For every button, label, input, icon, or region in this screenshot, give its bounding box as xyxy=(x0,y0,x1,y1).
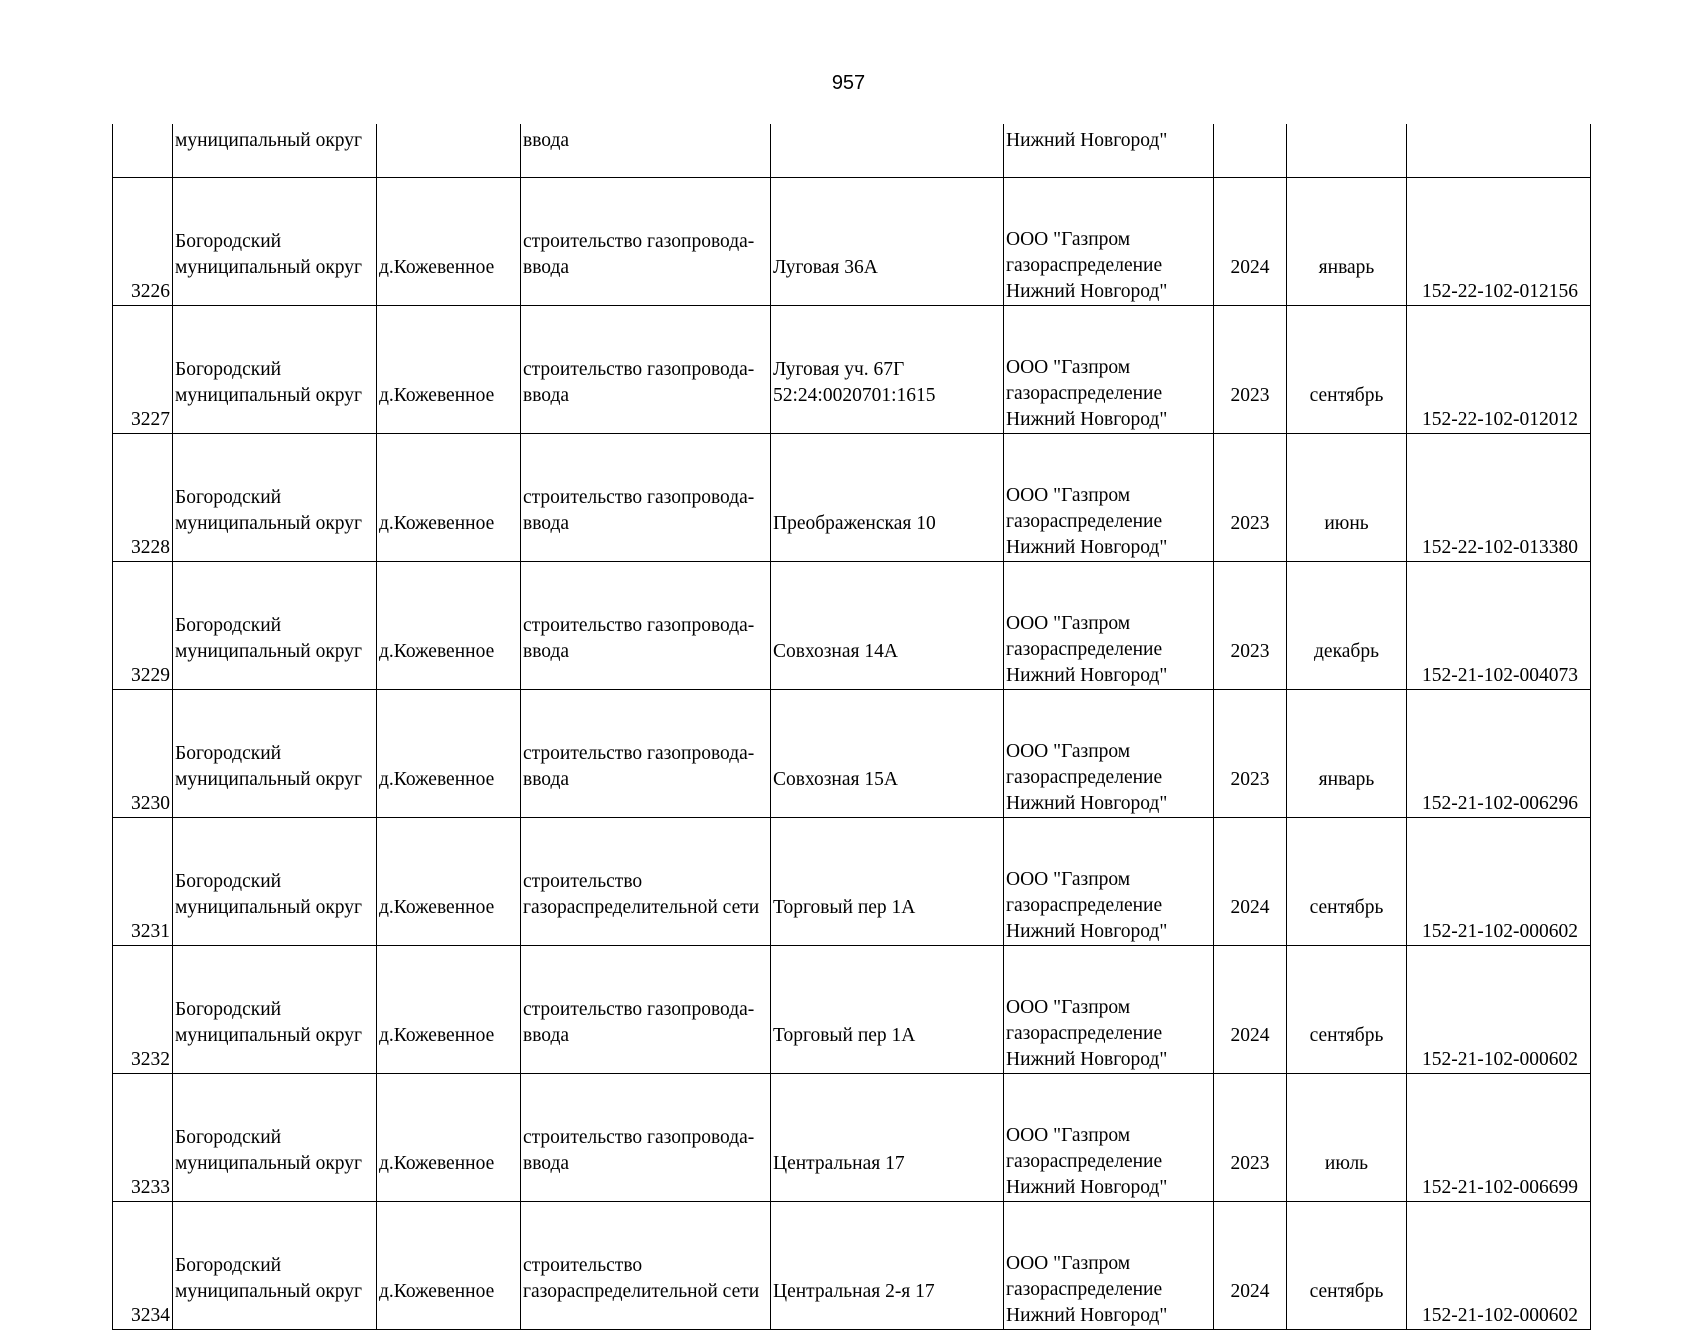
org-line-3: Нижний Новгород" xyxy=(1006,793,1168,814)
code-value: 152-21-102-006699 xyxy=(1422,1177,1578,1198)
org-line-3: Нижний Новгород" xyxy=(1006,1177,1168,1198)
org-line-2: газораспределение xyxy=(1006,639,1163,660)
district-line-2: муниципальный округ xyxy=(175,641,363,662)
cell-settlement xyxy=(377,1202,521,1330)
cell-work: ввода xyxy=(521,124,771,178)
cell-code xyxy=(1407,690,1591,818)
code-value: 152-21-102-006296 xyxy=(1422,793,1578,814)
cell-district xyxy=(173,178,377,306)
code-value: 152-21-102-000602 xyxy=(1422,921,1578,942)
district-line-1: Богородский xyxy=(175,871,282,892)
org-line-3: Нижний Новгород" xyxy=(1006,281,1168,302)
cell-org xyxy=(1004,1074,1214,1202)
cell-org xyxy=(1004,434,1214,562)
month-value: декабрь xyxy=(1314,641,1379,662)
district-line-1: Богородский xyxy=(175,487,282,508)
org-line-1: ООО "Газпром xyxy=(1006,229,1131,250)
work-line-2: ввода xyxy=(523,513,570,534)
table-row xyxy=(113,946,1591,1074)
row-number: 3228 xyxy=(131,537,170,558)
cell-work xyxy=(521,946,771,1074)
cell-month xyxy=(1287,124,1407,178)
cell-address xyxy=(771,178,1004,306)
org-line-3: Нижний Новгород" xyxy=(1006,1305,1168,1326)
cell-code xyxy=(1407,434,1591,562)
address-line-2: Совхозная 14А xyxy=(773,641,898,662)
row-number: 3227 xyxy=(131,409,170,430)
cell-month xyxy=(1287,690,1407,818)
org-line-1: ООО "Газпром xyxy=(1006,1253,1131,1274)
cell-org xyxy=(1004,818,1214,946)
cell-month xyxy=(1287,1202,1407,1330)
cell-district xyxy=(173,434,377,562)
month-value: июль xyxy=(1324,1153,1369,1174)
address-line-2: Преображенская 10 xyxy=(773,513,936,534)
district-line-1: Богородский xyxy=(175,1255,282,1276)
org-line-1: ООО "Газпром xyxy=(1006,357,1131,378)
cell-address xyxy=(771,1202,1004,1330)
cell-address xyxy=(771,562,1004,690)
org-line-1: ООО "Газпром xyxy=(1006,741,1131,762)
work-line-1: строительство газопровода- xyxy=(523,1127,755,1148)
cell-settlement xyxy=(377,690,521,818)
cell-org: Нижний Новгород" xyxy=(1004,124,1214,178)
year-value: 2023 xyxy=(1230,385,1270,406)
cell-org xyxy=(1004,562,1214,690)
cell-year xyxy=(1214,1202,1287,1330)
cell-district xyxy=(173,1074,377,1202)
row-number: 3232 xyxy=(131,1049,170,1070)
district-line-1: Богородский xyxy=(175,615,282,636)
district-line-2: муниципальный округ xyxy=(175,1025,363,1046)
cell-num xyxy=(113,306,173,434)
settlement-text: д.Кожевенное xyxy=(379,641,495,662)
year-value: 2023 xyxy=(1230,769,1270,790)
cell-org xyxy=(1004,1202,1214,1330)
work-line-2: ввода xyxy=(523,257,570,278)
cell-address xyxy=(771,1074,1004,1202)
month-value: сентябрь xyxy=(1309,385,1384,406)
table-row xyxy=(113,178,1591,306)
cell-district xyxy=(173,562,377,690)
code-value: 152-22-102-012156 xyxy=(1422,281,1578,302)
address-line-1: Луговая уч. 67Г xyxy=(773,359,905,380)
month-value: сентябрь xyxy=(1309,1281,1384,1302)
cell-year xyxy=(1214,178,1287,306)
work-line-2: газораспределительной сети xyxy=(523,1281,760,1302)
work-line-2: ввода xyxy=(523,769,570,790)
row-number: 3229 xyxy=(131,665,170,686)
address-line-2: Торговый пер 1А xyxy=(773,1025,916,1046)
cell-year xyxy=(1214,562,1287,690)
address-line-2: Луговая 36А xyxy=(773,257,878,278)
cell-year xyxy=(1214,306,1287,434)
cell-month xyxy=(1287,818,1407,946)
work-line-2: ввода xyxy=(523,1025,570,1046)
code-value: 152-22-102-013380 xyxy=(1422,537,1578,558)
cell-num xyxy=(113,178,173,306)
address-line-2: Центральная 2-я 17 xyxy=(773,1281,935,1302)
cell-year xyxy=(1214,946,1287,1074)
org-line-3: Нижний Новгород" xyxy=(1006,665,1168,686)
cell-month xyxy=(1287,434,1407,562)
cell-num xyxy=(113,690,173,818)
cell-address xyxy=(771,946,1004,1074)
settlement-text: д.Кожевенное xyxy=(379,1025,495,1046)
cell-year xyxy=(1214,124,1287,178)
cell-year xyxy=(1214,434,1287,562)
cell-num xyxy=(113,434,173,562)
cell-settlement xyxy=(377,1074,521,1202)
cell-org xyxy=(1004,946,1214,1074)
cell-work xyxy=(521,818,771,946)
cell-work xyxy=(521,434,771,562)
cell-year xyxy=(1214,1074,1287,1202)
year-value: 2024 xyxy=(1230,897,1270,918)
org-line-2: газораспределение xyxy=(1006,767,1163,788)
page-number: 957 xyxy=(831,72,866,94)
district-line-1: Богородский xyxy=(175,359,282,380)
gas-connection-table xyxy=(112,124,1591,1330)
district-line-2: муниципальный округ xyxy=(175,1281,363,1302)
district-line-2: муниципальный округ xyxy=(175,513,363,534)
table-row xyxy=(113,434,1591,562)
org-line-2: газораспределение xyxy=(1006,1023,1163,1044)
org-line-2: газораспределение xyxy=(1006,895,1163,916)
district-line-2: муниципальный округ xyxy=(175,1153,363,1174)
cell-code xyxy=(1407,1074,1591,1202)
address-line-2: Центральная 17 xyxy=(773,1153,905,1174)
cell-code xyxy=(1407,818,1591,946)
org-line-1: ООО "Газпром xyxy=(1006,485,1131,506)
org-line-2: газораспределение xyxy=(1006,1279,1163,1300)
district-line-1: Богородский xyxy=(175,1127,282,1148)
cell-code xyxy=(1407,562,1591,690)
work-line-1: строительство газопровода- xyxy=(523,487,755,508)
district-line-1: Богородский xyxy=(175,743,282,764)
row-number: 3233 xyxy=(131,1177,170,1198)
month-value: январь xyxy=(1318,257,1375,278)
table-row xyxy=(113,1074,1591,1202)
cell-work xyxy=(521,1202,771,1330)
cell-address xyxy=(771,434,1004,562)
cell-district xyxy=(173,1202,377,1330)
org-line-1: ООО "Газпром xyxy=(1006,1125,1131,1146)
cell-code xyxy=(1407,178,1591,306)
code-value: 152-21-102-000602 xyxy=(1422,1049,1578,1070)
cell-num xyxy=(113,124,173,178)
cell-settlement xyxy=(377,124,521,178)
org-line-1: ООО "Газпром xyxy=(1006,997,1131,1018)
settlement-text: д.Кожевенное xyxy=(379,1281,495,1302)
month-value: сентябрь xyxy=(1309,1025,1384,1046)
work-line-2: ввода xyxy=(523,641,570,662)
org-line-2: газораспределение xyxy=(1006,511,1163,532)
cell-work xyxy=(521,306,771,434)
month-value: январь xyxy=(1318,769,1375,790)
year-value: 2023 xyxy=(1230,641,1270,662)
cell-settlement xyxy=(377,434,521,562)
cell-month xyxy=(1287,1074,1407,1202)
district-line-2: муниципальный округ xyxy=(175,769,363,790)
table-row xyxy=(113,690,1591,818)
cell-num xyxy=(113,562,173,690)
cell-address xyxy=(771,690,1004,818)
year-value: 2024 xyxy=(1230,257,1270,278)
cell-code xyxy=(1407,124,1591,178)
work-line-1: строительство xyxy=(523,1255,643,1276)
cell-address xyxy=(771,124,1004,178)
cell-district xyxy=(173,690,377,818)
address-line-2: Торговый пер 1А xyxy=(773,897,916,918)
cell-month xyxy=(1287,178,1407,306)
cell-settlement xyxy=(377,178,521,306)
cell-month xyxy=(1287,306,1407,434)
org-line-2: газораспределение xyxy=(1006,1151,1163,1172)
cell-work xyxy=(521,1074,771,1202)
cell-num xyxy=(113,1074,173,1202)
cell-num xyxy=(113,818,173,946)
cell-settlement xyxy=(377,946,521,1074)
year-value: 2024 xyxy=(1230,1025,1270,1046)
org-line-3: Нижний Новгород" xyxy=(1006,921,1168,942)
table-row xyxy=(113,306,1591,434)
work-line-2: газораспределительной сети xyxy=(523,897,760,918)
year-value: 2023 xyxy=(1230,513,1270,534)
work-line-1: строительство газопровода- xyxy=(523,231,755,252)
cell-district xyxy=(173,818,377,946)
cell-org xyxy=(1004,690,1214,818)
table-row xyxy=(113,1202,1591,1330)
cell-address xyxy=(771,818,1004,946)
cell-work xyxy=(521,690,771,818)
month-value: сентябрь xyxy=(1309,897,1384,918)
org-line-1: ООО "Газпром xyxy=(1006,869,1131,890)
cell-num xyxy=(113,1202,173,1330)
cell-code xyxy=(1407,946,1591,1074)
work-line-2: ввода xyxy=(523,1153,570,1174)
cell-district: муниципальный округ xyxy=(173,124,377,178)
cell-month xyxy=(1287,562,1407,690)
cell-address xyxy=(771,306,1004,434)
cell-month xyxy=(1287,946,1407,1074)
org-line-2: газораспределение xyxy=(1006,255,1163,276)
year-value: 2024 xyxy=(1230,1281,1270,1302)
work-line-1: строительство газопровода- xyxy=(523,999,755,1020)
cell-year xyxy=(1214,818,1287,946)
work-line-2: ввода xyxy=(523,385,570,406)
work-line-1: строительство газопровода- xyxy=(523,615,755,636)
settlement-text: д.Кожевенное xyxy=(379,257,495,278)
address-line-2: Совхозная 15А xyxy=(773,769,898,790)
table-row xyxy=(113,818,1591,946)
settlement-text: д.Кожевенное xyxy=(379,1153,495,1174)
cell-code xyxy=(1407,306,1591,434)
settlement-text: д.Кожевенное xyxy=(379,897,495,918)
district-line-2: муниципальный округ xyxy=(175,385,363,406)
cell-org xyxy=(1004,178,1214,306)
row-number: 3231 xyxy=(131,921,170,942)
org-line-3: Нижний Новгород" xyxy=(1006,537,1168,558)
org-line-3: Нижний Новгород" xyxy=(1006,1049,1168,1070)
district-line-1: Богородский xyxy=(175,999,282,1020)
cell-settlement xyxy=(377,562,521,690)
district-line-1: Богородский xyxy=(175,231,282,252)
cell-num xyxy=(113,946,173,1074)
cell-code xyxy=(1407,1202,1591,1330)
cell-work xyxy=(521,178,771,306)
org-line-1: ООО "Газпром xyxy=(1006,613,1131,634)
cell-org xyxy=(1004,306,1214,434)
code-value: 152-21-102-000602 xyxy=(1422,1305,1578,1326)
cell-settlement xyxy=(377,818,521,946)
address-line-2: 52:24:0020701:1615 xyxy=(773,385,936,406)
cell-year xyxy=(1214,690,1287,818)
cell-district xyxy=(173,306,377,434)
work-line-1: строительство газопровода- xyxy=(523,743,755,764)
cell-work xyxy=(521,562,771,690)
cell-settlement xyxy=(377,306,521,434)
table-row xyxy=(113,562,1591,690)
cell-district xyxy=(173,946,377,1074)
table-row-continuation xyxy=(113,124,1591,178)
work-line-1: строительство xyxy=(523,871,643,892)
district-line-2: муниципальный округ xyxy=(175,257,363,278)
settlement-text: д.Кожевенное xyxy=(379,769,495,790)
code-value: 152-21-102-004073 xyxy=(1422,665,1578,686)
year-value: 2023 xyxy=(1230,1153,1270,1174)
row-number: 3234 xyxy=(131,1305,170,1326)
org-line-3: Нижний Новгород" xyxy=(1006,409,1168,430)
row-number: 3230 xyxy=(131,793,170,814)
settlement-text: д.Кожевенное xyxy=(379,385,495,406)
month-value: июнь xyxy=(1324,513,1369,534)
row-number: 3226 xyxy=(131,281,170,302)
code-value: 152-22-102-012012 xyxy=(1422,409,1578,430)
work-line-1: строительство газопровода- xyxy=(523,359,755,380)
org-line-2: газораспределение xyxy=(1006,383,1163,404)
district-line-2: муниципальный округ xyxy=(175,897,363,918)
settlement-text: д.Кожевенное xyxy=(379,513,495,534)
